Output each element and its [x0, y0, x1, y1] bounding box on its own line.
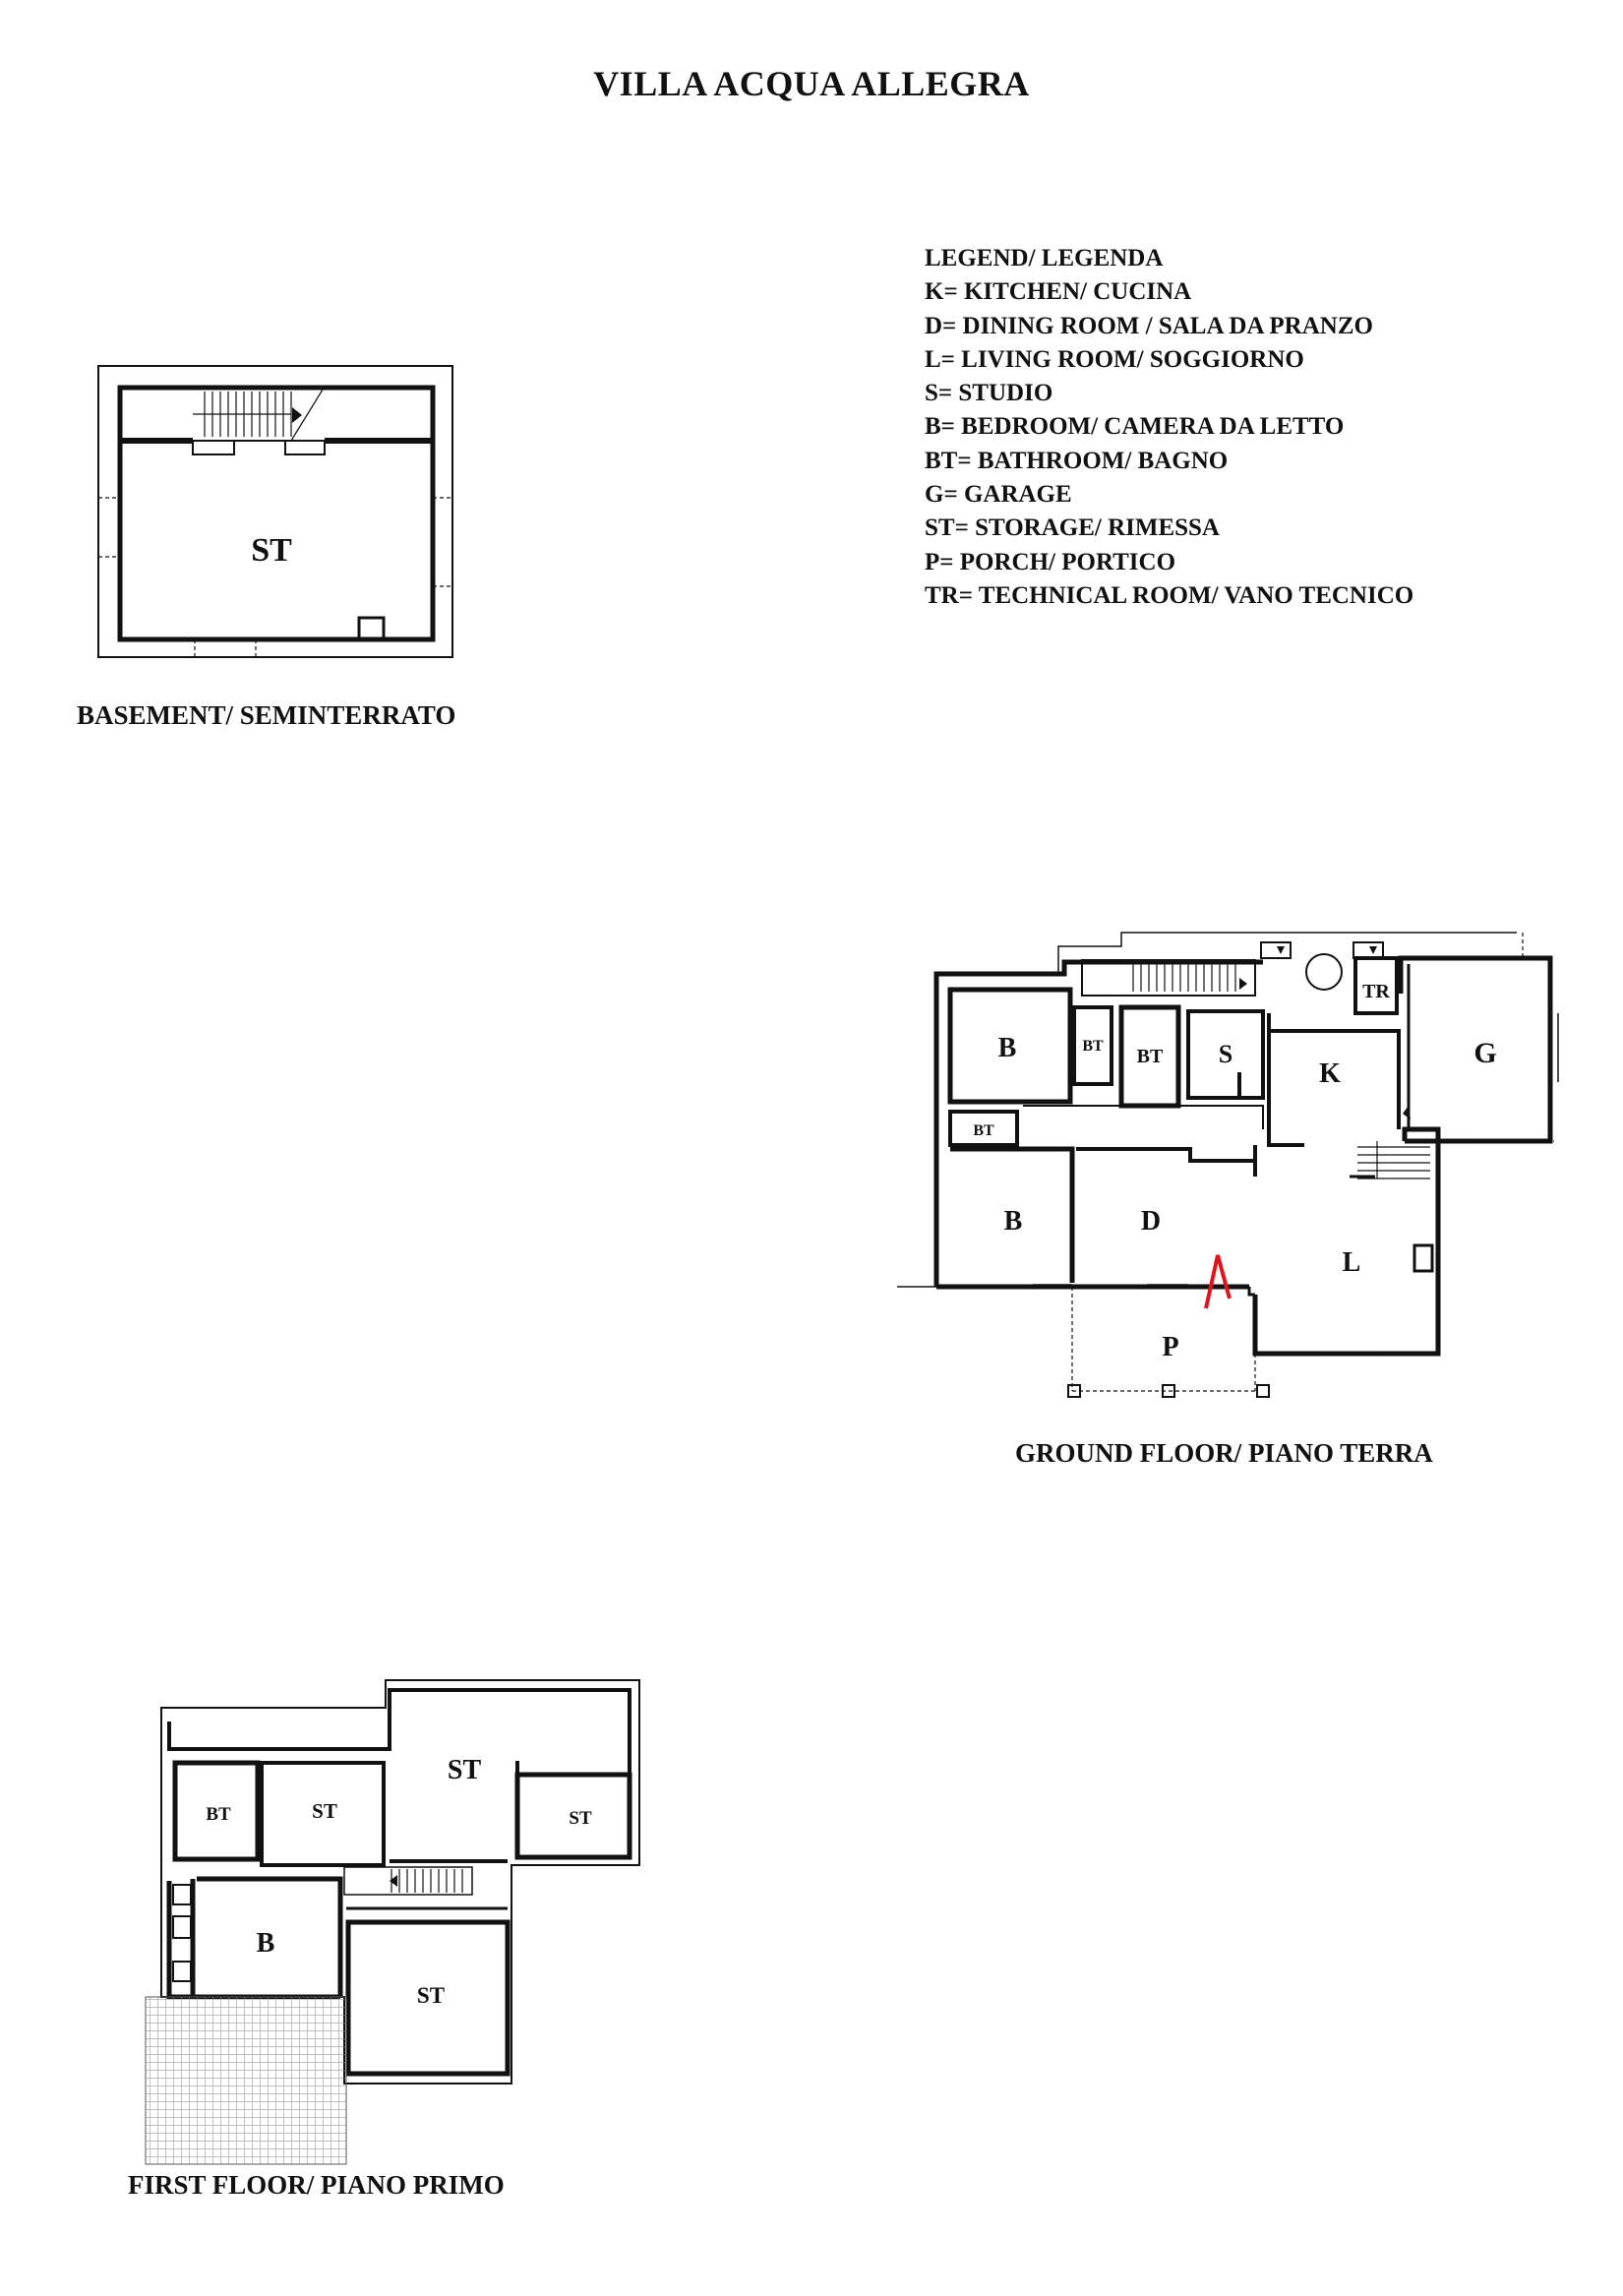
first-floor-plan: [146, 1680, 639, 2164]
legend-item: B= BEDROOM/ CAMERA DA LETTO: [925, 413, 1345, 441]
first-floor-caption: FIRST FLOOR/ PIANO PRIMO: [128, 2170, 505, 2200]
ground-floor-caption: GROUND FLOOR/ PIANO TERRA: [1015, 1438, 1433, 1468]
basement-plan: [98, 366, 452, 657]
room-label: BT: [1082, 1038, 1104, 1055]
room-label: B: [997, 1033, 1017, 1063]
legend-item: P= PORCH/ PORTICO: [925, 548, 1176, 575]
legend-item: L= LIVING ROOM/ SOGGIORNO: [925, 345, 1304, 373]
red-annotation-mark: [1206, 1255, 1230, 1308]
legend-item: D= DINING ROOM / SALA DA PRANZO: [925, 312, 1373, 339]
room-label: ST: [251, 532, 292, 569]
legend-item: TR= TECHNICAL ROOM/ VANO TECNICO: [925, 581, 1414, 609]
legend-item: BT= BATHROOM/ BAGNO: [925, 447, 1229, 474]
room-label: ST: [569, 1808, 592, 1829]
legend-item: ST= STORAGE/ RIMESSA: [925, 514, 1220, 542]
room-label: ST: [416, 1983, 446, 2008]
legend-item: G= GARAGE: [925, 481, 1072, 509]
room-label: BT: [973, 1122, 994, 1139]
ground-floor-plan: [897, 933, 1558, 1397]
room-label: P: [1162, 1332, 1179, 1362]
room-label: ST: [447, 1755, 482, 1785]
room-label: S: [1218, 1040, 1233, 1068]
room-label: B: [256, 1928, 275, 1959]
room-label: B: [1003, 1206, 1023, 1237]
legend-item: S= STUDIO: [925, 380, 1053, 407]
legend-heading: LEGEND/ LEGENDA: [925, 245, 1164, 272]
page-title: VILLA ACQUA ALLEGRA: [593, 64, 1030, 103]
basement-caption: BASEMENT/ SEMINTERRATO: [77, 700, 456, 730]
room-label: BT: [206, 1804, 231, 1825]
room-label: D: [1140, 1206, 1162, 1237]
room-label: TR: [1362, 981, 1390, 1002]
room-label: G: [1473, 1037, 1497, 1069]
room-label: BT: [1136, 1046, 1164, 1067]
room-label: K: [1319, 1058, 1341, 1089]
room-label: ST: [312, 1799, 337, 1823]
legend-item: K= KITCHEN/ CUCINA: [925, 278, 1192, 306]
room-label: L: [1342, 1247, 1361, 1278]
